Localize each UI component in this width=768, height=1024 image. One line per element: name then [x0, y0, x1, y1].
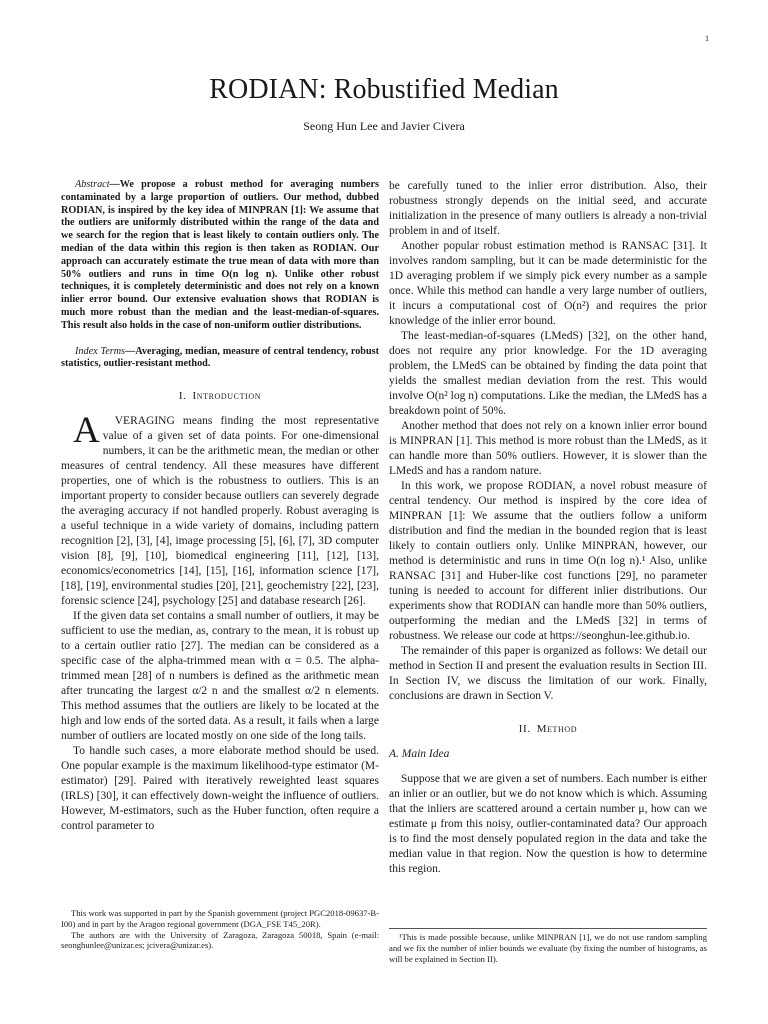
drop-cap: A [73, 410, 100, 452]
section-title: Method [536, 723, 578, 735]
section-heading-introduction [61, 389, 379, 404]
right-column [389, 179, 707, 877]
affiliation-footnote: The authors are with the University of Zaragoza, Zaragoza 50018, Spain (e-mail: seonghunlee@unizar.es; jcivera@unizar.es). [61, 929, 379, 951]
section-heading-method [389, 722, 707, 737]
funding-footnote: This work was supported in part by the Spanish government (project PGC2018-09637-B-I00) and in part by the Aragon regional government (DGA_FSE T45_20R). [61, 908, 379, 929]
right-paragraph-6: The remainder of this paper is organized as follows: We detail our method in Section II and present the evaluation results in Section III. In Section IV, we discuss the limitation of our work. Finally, conclusions are drawn in Section V. [389, 645, 707, 702]
abstract [61, 179, 379, 333]
index-terms-text: —Averaging, median, measure of central tendency, robust statistics, outlier-resistant method. [61, 345, 379, 370]
right-paragraph-1: be carefully tuned to the inlier error distribution. Also, their robustness strongly depends on the initial seed, and accurate initialization in the presence of many outliers is already a non-trivial problem in and of itself. [389, 180, 707, 237]
right-paragraph-5: In this work, we propose RODIAN, a novel robust measure of central tendency. Our method is inspired by the core idea of MINPRAN [1]: We assume that the outliers follow a uniform distribution and find the median in the bounded region that is least likely to contain outliers only. Unlike MINPRAN, however, our method is deterministic and runs in time O(n log n).¹ Also, unlike RANSAC [31] and Huber-like cost functions [29], no parameter tuning is needed to account for different inlier distributions. Our experiments show that RODIAN can handle more than 50% outliers, outperforming the median and the LMedS [32] in terms of robustness. We release our code at https://seonghun-lee.github.io. [389, 480, 707, 642]
right-paragraph-4: Another method that does not rely on a known inlier error bound is MINPRAN [1]. This method is more robust than the LMedS, as it can handle more than 50% outliers. However, it is slower than the LMedS and has a random nature. [389, 420, 707, 477]
right-paragraph-3: The least-median-of-squares (LMedS) [32], on the other hand, does not require any prior knowledge. For the 1D averaging problem, the LMedS can be obtained by finding the data point that yields the smallest median deviation from the rest. This would involve O(n² log n) computations. Like the median, the LMedS has a breakdown point of 50%. [389, 330, 707, 417]
section-number: II. [518, 723, 531, 735]
right-paragraph-2: Another popular robust estimation method is RANSAC [31]. It involves random sampling, but it can be made deterministic for the 1D averaging problem if we simply pick every number as a sample once. While this method can handle a very large number of outliers, it incurs a computational cost of O(n²) and requires the prior knowledge of the inlier error bound. [389, 240, 707, 327]
intro-paragraph-1-text: means finding the most representative value of a given set of data points. For one-dimensional numbers, it can be the arithmetic mean, the median or other measures of central tendency. All these measures have different properties, one of which is the robustness to outliers. This is an important property to consider because outliers can severely degrade the averaging accuracy if not handled properly. Robust averaging is a useful technique in a wide variety of domains, including pattern recognition [2], [3], [4], image processing [5], [6], [7], 3D computer vision [8], [9], [10], biomedical engineering [11], [12], [13], economics/econometrics [14], [15], [16], information science [17], [18], [19], environmental studies [20], [21], geochemistry [22], [23], forensic science [24], psychology [25] and database research [26]. [61, 415, 379, 608]
section-number: I. [178, 390, 187, 403]
section-title: Introduction [192, 390, 262, 403]
main-idea-paragraph: Suppose that we are given a set of numbers. Each number is either an inlier or an outlier, but we do not know which is which. Assuming that the inliers are scattered around a certain number μ, how can we estimate μ from this noisy, outlier-contaminated data? Our approach is to find the most densely populated region in the data and take the median value in that region. Now the question is how to determine this region. [389, 773, 707, 875]
intro-paragraph-3: To handle such cases, a more elaborate method should be used. One popular example is the maximum likelihood-type estimator (M-estimator) [29]. Paired with iteratively reweighted least squares (IRLS) [30], it can effectively down-weight the influence of outliers. However, M-estimators, such as the Huber function, often require a control parameter to [61, 745, 379, 833]
right-footnotes [389, 928, 707, 964]
footnote-1: ¹This is made possible because, unlike MINPRAN [1], we do not use random sampling and we fix the number of inlier bounds we evaluate (by fixing the number of histograms, as will be explained in Section II). [389, 932, 707, 964]
index-terms [61, 346, 379, 372]
left-footnotes [61, 908, 379, 951]
left-column [61, 179, 379, 834]
intro-paragraph-1 [61, 410, 379, 609]
subsection-heading-main-idea: A. Main Idea [389, 748, 450, 760]
intro-paragraph-2: If the given data set contains a small number of outliers, it may be sufficient to use the median, as, contrary to the mean, it is robust up to a certain outlier ratio [27]. The median can be considered as a specific case of the alpha-trimmed mean with α = 0.5. The alpha-trimmed mean [28] of n numbers is defined as the arithmetic mean after truncating the largest α/2 n and the smallest α/2 n elements. This method assumes that the outliers are likely to be located at the high and low ends of the sorted data. As a result, it fails when a large number of outliers are located mostly on one side of the long tails. [61, 610, 379, 743]
index-terms-label: Index Terms [75, 345, 126, 357]
abstract-text: —We propose a robust method for averaging numbers contaminated by a large proportion of outliers. Our method, dubbed RODIAN, is inspired by the key idea of MINPRAN [1]: We assume that the outliers are uniformly distributed within the range of the data and we search for the region that is least likely to contain outliers only. The median of the data within this region is then taken as RODIAN. Our approach can accurately estimate the true mean of data with more than 50% outliers and runs in time O(n log n). Unlike other robust techniques, it is completely deterministic and does not rely on a known inlier error bound. Our extensive evaluation shows that RODIAN is much more robust than the median and the least-median-of-squares. This result also holds in the case of non-uniform outlier distributions. [61, 179, 379, 331]
first-word-rest: VERAGING [114, 415, 175, 428]
paper-title: RODIAN: Robustified Median [209, 74, 559, 105]
abstract-label: Abstract [75, 179, 110, 190]
paper-authors: Seong Hun Lee and Javier Civera [303, 119, 465, 133]
page-number: 1 [705, 34, 709, 43]
